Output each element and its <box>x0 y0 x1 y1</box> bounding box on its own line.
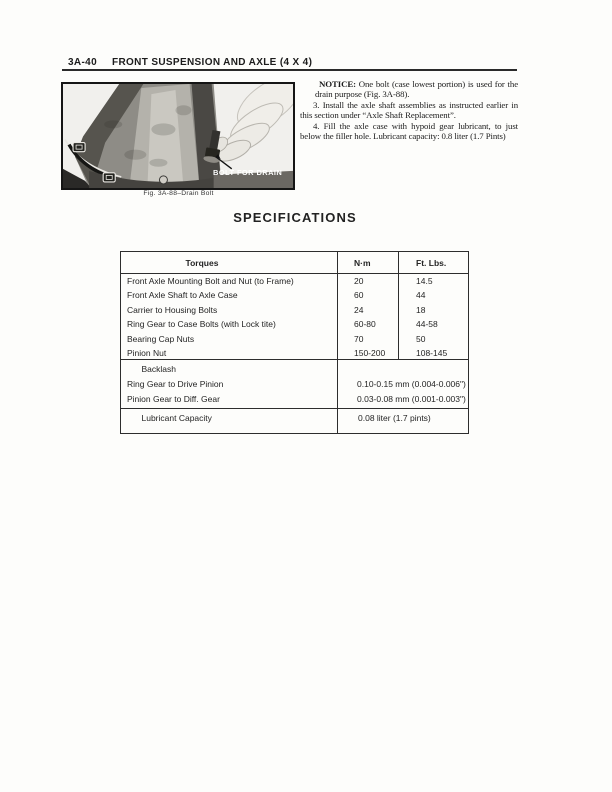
table-row <box>121 332 468 346</box>
step-3-paragraph: 3. Install the axle shaft assemblies as instructed earlier in this section under “Axle Shaft Replacement”. <box>300 99 518 121</box>
row-ftlbs-value: 18 <box>416 304 426 315</box>
table-row <box>121 288 468 302</box>
lubricant-row-label: Lubricant Capacity <box>141 413 212 423</box>
body-text-column <box>300 79 518 141</box>
row-label: Pinion Gear to Diff. Gear <box>127 393 220 404</box>
table-row <box>121 274 468 288</box>
notice-paragraph <box>315 79 518 100</box>
row-label: Bearing Cap Nuts <box>127 333 195 344</box>
lubricant-row-value: 0.08 liter (1.7 pints) <box>358 413 431 423</box>
notice-text: One bolt (case lowest portion) is used for the drain purpose (Fig. 3A-88). <box>315 79 518 100</box>
step-4-paragraph: 4. Fill the axle case with hypoid gear lubricant, to just below the filler hole. Lubricant capacity: 0.8 liter (1.7 Pints) <box>300 120 518 142</box>
header-rule <box>62 69 517 71</box>
row-label: Pinion Nut <box>127 347 167 358</box>
notice-label: NOTICE: <box>319 79 356 89</box>
row-label: Front Axle Mounting Bolt and Nut (to Frame) <box>127 276 294 286</box>
column-header-torques: Torques <box>185 257 219 268</box>
table-section-rule-lubricant <box>121 408 468 409</box>
column-header-ftlbs: Ft. Lbs. <box>416 257 447 268</box>
figure-caption: Fig. 3A-88–Drain Bolt <box>143 190 214 197</box>
row-nm-value: 20 <box>354 276 364 286</box>
page-title: FRONT SUSPENSION AND AXLE (4 X 4) <box>112 57 313 68</box>
row-nm-value: 24 <box>354 304 364 315</box>
row-ftlbs-value: 108-145 <box>416 347 448 358</box>
page-header <box>68 57 312 68</box>
row-ftlbs-value: 50 <box>416 333 426 344</box>
row-ftlbs-value: 44-58 <box>416 319 438 330</box>
page-number: 3A-40 <box>68 57 97 68</box>
torque-rows <box>121 274 468 360</box>
backlash-section-header: Backlash <box>141 364 176 374</box>
row-nm-value: 70 <box>354 333 364 344</box>
table-row <box>121 317 468 331</box>
table-row <box>121 346 468 360</box>
specifications-table <box>120 251 469 434</box>
specifications-title: SPECIFICATIONS <box>233 210 357 225</box>
table-row <box>121 303 468 317</box>
row-value: 0.03-0.08 mm (0.001-0.003") <box>357 393 466 404</box>
row-label: Front Axle Shaft to Axle Case <box>127 290 238 301</box>
row-label: Carrier to Housing Bolts <box>127 304 218 315</box>
row-nm-value: 60 <box>354 290 364 301</box>
row-label: Ring Gear to Case Bolts (with Lock tite) <box>127 319 276 330</box>
column-header-nm: N·m <box>354 257 371 268</box>
photo-callout-label: BOLT FOR DRAIN <box>213 168 283 177</box>
row-ftlbs-value: 14.5 <box>416 276 433 286</box>
row-label: Ring Gear to Drive Pinion <box>127 379 224 389</box>
row-value: 0.10-0.15 mm (0.004-0.006") <box>357 379 466 389</box>
row-ftlbs-value: 44 <box>416 290 426 301</box>
drain-bolt-photo <box>61 82 295 190</box>
row-nm-value: 150-200 <box>354 347 386 358</box>
row-nm-value: 60-80 <box>354 319 376 330</box>
